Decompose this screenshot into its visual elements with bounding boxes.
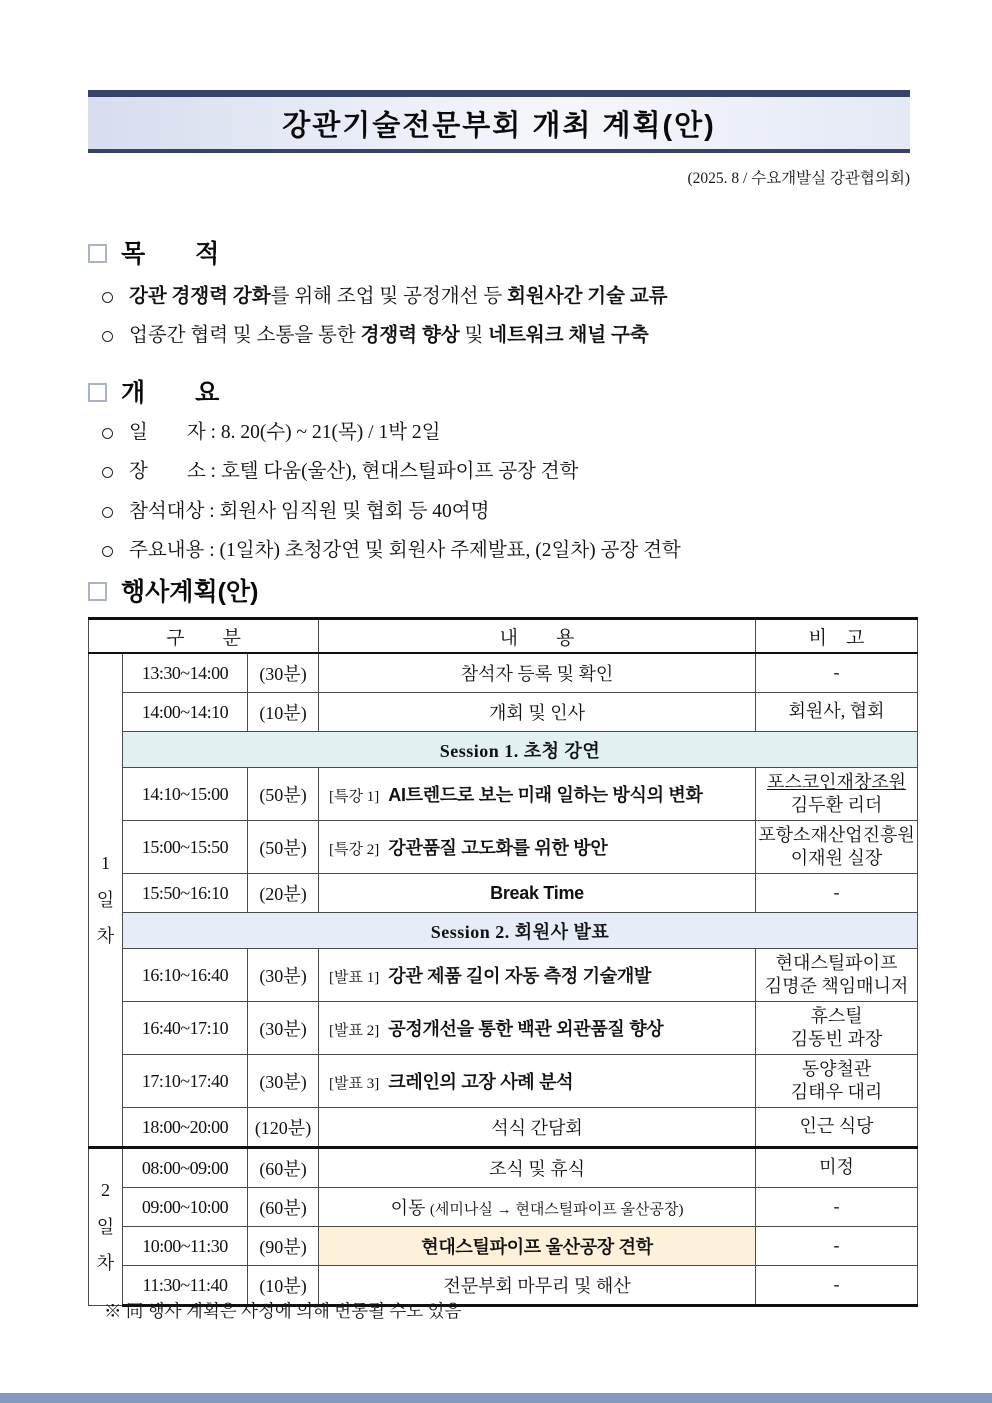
remark-line: - (833, 882, 840, 903)
time-cell: 15:50~16:10 (123, 874, 248, 913)
content-cell (319, 768, 756, 821)
remark-line: 인근 식당 (799, 1116, 874, 1137)
content-cell (319, 653, 756, 693)
table-header-row (89, 619, 918, 654)
remark-line: 이재원 실장 (790, 848, 883, 868)
purpose-item-text (129, 284, 668, 310)
content-text: 이동 (390, 1198, 430, 1218)
table-row (89, 874, 918, 913)
duration-cell: (30분) (248, 949, 319, 1002)
text-segment: 경쟁력 향상 (360, 325, 460, 347)
circle-bullet-icon (102, 428, 113, 439)
content-cell (319, 693, 756, 732)
content-cell (319, 1227, 756, 1266)
day-char: 1 (101, 852, 110, 873)
day-char: 차 (96, 1253, 115, 1274)
remark-line: - (833, 662, 840, 683)
banner-band (88, 97, 910, 153)
duration-cell: (50분) (248, 768, 319, 821)
purpose-item (100, 323, 912, 349)
content-text: 현대스틸파이프 울산공장 견학 (421, 1237, 653, 1257)
session-header-cell: Session 2. 회원사 발표 (123, 913, 918, 949)
remark-line: 김동빈 과장 (790, 1029, 883, 1049)
duration-cell: (20분) (248, 874, 319, 913)
duration-cell: (60분) (248, 1188, 319, 1227)
table-row (89, 693, 918, 732)
content-text: 전문부회 마무리 및 해산 (443, 1276, 631, 1296)
section-heading-schedule-label: 행사계획(안) (121, 578, 259, 606)
time-cell: 09:00~10:00 (123, 1188, 248, 1227)
duration-cell: (120분) (248, 1108, 319, 1148)
schedule-table-body (89, 653, 918, 1306)
remark-line: 동양철관 (801, 1058, 872, 1079)
day-cell (89, 653, 123, 1148)
time-cell: 16:10~16:40 (123, 949, 248, 1002)
purpose-item-text (129, 323, 649, 349)
remark-line: 김명준 책임매니저 (764, 976, 909, 996)
remark-cell (756, 768, 918, 821)
purpose-items (100, 284, 912, 363)
remark-cell (756, 1266, 918, 1306)
remark-line: 현대스틸파이프 (775, 952, 898, 973)
table-row (89, 1055, 918, 1108)
time-cell: 11:30~11:40 (123, 1266, 248, 1306)
table-row (89, 1188, 918, 1227)
remark-cell (756, 1108, 918, 1148)
content-cell (319, 949, 756, 1002)
time-cell: 13:30~14:00 (123, 653, 248, 693)
title-banner (88, 90, 910, 153)
time-cell: 17:10~17:40 (123, 1055, 248, 1108)
content-cell (319, 1148, 756, 1188)
square-bullet-icon (88, 244, 107, 263)
text-segment: 를 위해 조업 및 공정개선 등 (270, 286, 508, 307)
column-header: 비 고 (756, 619, 918, 654)
content-cell (319, 1188, 756, 1227)
remark-cell (756, 949, 918, 1002)
time-cell: 18:00~20:00 (123, 1108, 248, 1148)
document-subtitle: (2025. 8 / 수요개발실 강관협의회) (687, 170, 910, 187)
day-cell (89, 1148, 123, 1306)
overview-item-label: 장 소 : (129, 461, 221, 483)
time-cell: 14:10~15:00 (123, 768, 248, 821)
duration-cell: (30분) (248, 1002, 319, 1055)
content-cell (319, 821, 756, 874)
content-text: 석식 간담회 (491, 1118, 583, 1138)
remark-cell (756, 1055, 918, 1108)
circle-bullet-icon (102, 507, 113, 518)
duration-cell: (50분) (248, 821, 319, 874)
time-cell: 10:00~11:30 (123, 1227, 248, 1266)
remark-cell (756, 821, 918, 874)
remark-cell (756, 693, 918, 732)
section-heading-purpose-label: 목 적 (121, 240, 220, 268)
table-row (89, 821, 918, 874)
column-header: 구 분 (89, 619, 319, 654)
remark-line: 포스코인재창조원 (766, 771, 907, 792)
remark-line: 미정 (819, 1157, 854, 1178)
overview-item-label: 참석대상 : (129, 500, 220, 522)
time-cell: 15:00~15:50 (123, 821, 248, 874)
day-char: 2 (101, 1179, 110, 1200)
text-segment: 회원사간 기술 교류 (507, 286, 668, 307)
overview-item-label: 일 자 : (129, 422, 221, 443)
duration-cell: (30분) (248, 653, 319, 693)
talk-prefix: [발표 1] (329, 970, 380, 986)
day-char: 일 (96, 889, 115, 910)
table-row (89, 1108, 918, 1148)
overview-items (100, 420, 912, 577)
overview-item-value: (1일차) 초청강연 및 회원사 주제발표, (2일차) 공장 견학 (219, 539, 681, 561)
remark-line: 김태우 대리 (790, 1082, 883, 1102)
talk-prefix: [특강 1] (329, 789, 380, 805)
time-cell: 08:00~09:00 (123, 1148, 248, 1188)
schedule-table-header (89, 619, 918, 654)
overview-item (100, 459, 912, 485)
text-segment: 강관 경쟁력 강화 (129, 286, 271, 307)
banner-top-rule (88, 90, 910, 97)
talk-title: AI트렌드로 보는 미래 일하는 방식의 변화 (388, 785, 703, 805)
table-row (89, 768, 918, 821)
remark-cell (756, 874, 918, 913)
remark-line: 휴스틸 (810, 1005, 863, 1026)
duration-cell: (10분) (248, 693, 319, 732)
remark-cell (756, 1227, 918, 1266)
overview-item-value: 호텔 다움(울산), 현대스틸파이프 공장 견학 (220, 461, 579, 483)
remark-line: - (833, 1235, 840, 1256)
content-text: 개회 및 인사 (489, 703, 585, 723)
talk-title: 크레인의 고장 사례 분석 (388, 1072, 574, 1092)
remark-cell (756, 653, 918, 693)
text-segment: 및 (459, 325, 489, 347)
overview-item-value: 회원사 임직원 및 협회 등 40여명 (219, 500, 490, 522)
square-bullet-icon (88, 582, 107, 601)
circle-bullet-icon (102, 546, 113, 557)
day-char: 일 (96, 1216, 115, 1237)
text-segment: 업종간 협력 및 소통을 통한 (129, 325, 361, 347)
table-row (89, 949, 918, 1002)
overview-item (100, 499, 912, 525)
table-row (89, 913, 918, 949)
overview-item-value: 8. 20(수) ~ 21(목) / 1박 2일 (220, 422, 441, 443)
table-row (89, 732, 918, 768)
schedule-table (88, 617, 918, 1307)
overview-item (100, 420, 912, 446)
table-row (89, 1227, 918, 1266)
time-cell: 16:40~17:10 (123, 1002, 248, 1055)
square-bullet-icon (88, 383, 107, 402)
talk-title: 강관품질 고도화를 위한 방안 (388, 838, 608, 858)
content-cell (319, 1108, 756, 1148)
overview-item (100, 538, 912, 564)
remark-cell (756, 1188, 918, 1227)
content-cell (319, 1002, 756, 1055)
content-text: 조식 및 휴식 (489, 1159, 585, 1179)
section-heading-schedule (88, 572, 258, 608)
content-cell (319, 1055, 756, 1108)
time-cell: 14:00~14:10 (123, 693, 248, 732)
table-row (89, 1002, 918, 1055)
circle-bullet-icon (102, 467, 113, 478)
table-row (89, 653, 918, 693)
circle-bullet-icon (102, 331, 113, 342)
remark-line: 회원사, 협회 (788, 701, 885, 722)
talk-title: 강관 제품 길이 자동 측정 기술개발 (388, 966, 652, 986)
section-heading-overview-label: 개 요 (121, 379, 220, 407)
purpose-item (100, 284, 912, 310)
content-text: Break Time (490, 882, 584, 903)
footnote: ※ 同 행사 계획은 사정에 의해 변동될 수도 있음 (104, 1301, 462, 1321)
remark-line: - (833, 1196, 840, 1217)
duration-cell: (90분) (248, 1227, 319, 1266)
section-heading-overview (88, 373, 219, 409)
remark-line: 포항소재산업진흥원 (758, 824, 915, 845)
page-title: 강관기술전문부회 개최 계획(안) (282, 109, 716, 142)
overview-item-label: 주요내용 : (129, 539, 220, 561)
session-header-cell: Session 1. 초청 강연 (123, 732, 918, 768)
section-heading-purpose (88, 234, 219, 270)
remark-line: - (833, 1274, 840, 1295)
text-segment: 네트워크 채널 구축 (488, 325, 649, 347)
table-row (89, 1148, 918, 1188)
content-note: (세미나실 → 현대스틸파이프 울산공장) (429, 1202, 684, 1218)
talk-prefix: [발표 2] (329, 1023, 380, 1039)
duration-cell: (10분) (248, 1266, 319, 1306)
remark-cell (756, 1148, 918, 1188)
content-cell (319, 874, 756, 913)
duration-cell: (60분) (248, 1148, 319, 1188)
talk-title: 공정개선을 통한 백관 외관품질 향상 (388, 1019, 664, 1039)
column-header: 내 용 (319, 619, 756, 654)
content-text: 참석자 등록 및 확인 (460, 664, 614, 684)
remark-cell (756, 1002, 918, 1055)
circle-bullet-icon (102, 292, 113, 303)
page-bottom-bar (0, 1393, 992, 1403)
duration-cell: (30분) (248, 1055, 319, 1108)
remark-line: 김두환 리더 (790, 795, 883, 815)
talk-prefix: [특강 2] (329, 842, 380, 858)
day-char: 차 (96, 926, 115, 947)
talk-prefix: [발표 3] (329, 1076, 380, 1092)
